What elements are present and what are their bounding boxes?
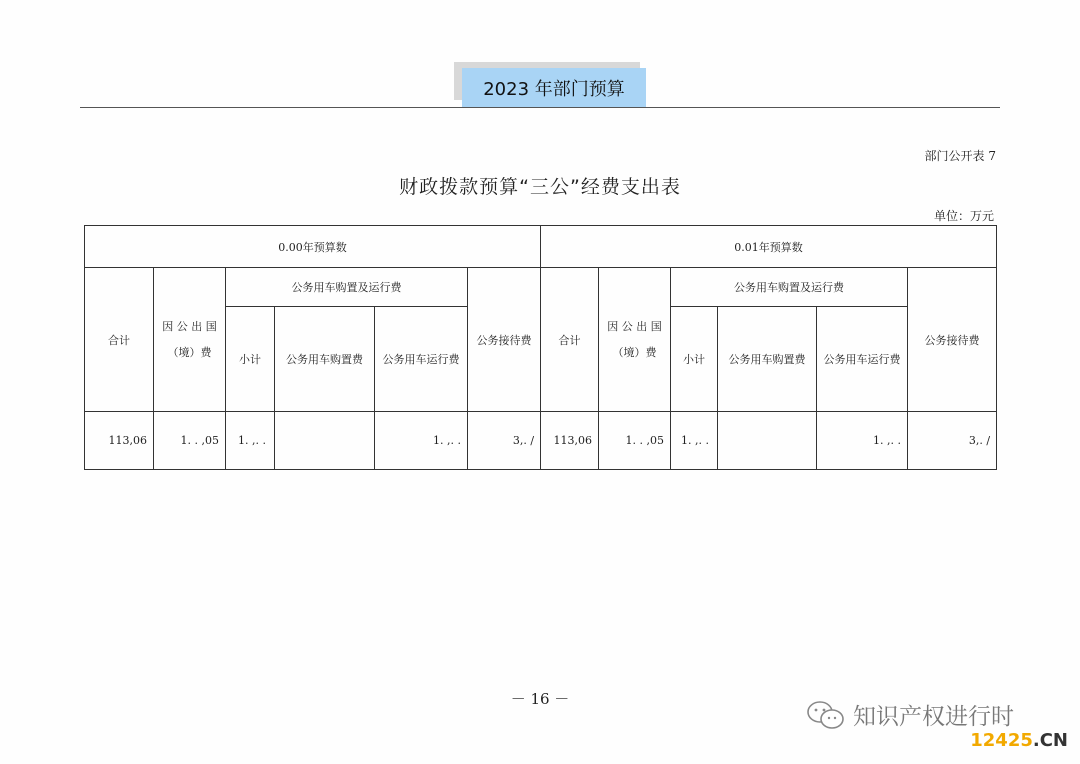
col-vehicle: 公务用车购置及运行费	[226, 268, 468, 307]
col-purchase: 公务用车购置费	[718, 307, 817, 412]
col-purchase: 公务用车购置费	[275, 307, 375, 412]
col-subtotal: 小计	[671, 307, 718, 412]
site-logo	[970, 730, 1068, 751]
cell: 1. ,. .	[226, 412, 275, 470]
page-number: － 16 －	[510, 690, 570, 708]
watermark	[805, 698, 1014, 731]
watermark-text: 知识产权进行时	[853, 704, 1014, 730]
site-logo-number: 12425	[970, 730, 1033, 751]
site-logo-suffix: .CN	[1032, 730, 1068, 751]
header-title: 2023 年部门预算	[462, 68, 646, 108]
cell: 113,06	[85, 412, 154, 470]
col-abroad: 因 公 出 国（境）费	[154, 268, 226, 412]
col-subtotal: 小计	[226, 307, 275, 412]
col-total: 合计	[541, 268, 599, 412]
wechat-icon	[805, 699, 847, 731]
budget-table	[84, 225, 997, 470]
cell: 1. ,. .	[671, 412, 718, 470]
page-title: 财政拨款预算“三公”经费支出表	[399, 176, 681, 198]
cell: 3,. /	[908, 412, 997, 470]
group-header-right: 0.01年预算数	[541, 226, 997, 268]
cell: 1. . ,05	[154, 412, 226, 470]
unit-label: 单位：万元	[933, 209, 994, 223]
group-header-left: 0.00年预算数	[85, 226, 541, 268]
col-abroad: 因 公 出 国（境）费	[599, 268, 671, 412]
cell: 3,. /	[468, 412, 541, 470]
table-number: 部门公开表 7	[924, 149, 996, 163]
cell	[718, 412, 817, 470]
col-reception: 公务接待费	[468, 268, 541, 412]
table-row	[85, 412, 997, 470]
cell: 1. ,. .	[375, 412, 468, 470]
col-total: 合计	[85, 268, 154, 412]
cell: 113,06	[541, 412, 599, 470]
col-vehicle: 公务用车购置及运行费	[671, 268, 908, 307]
col-running: 公务用车运行费	[817, 307, 908, 412]
cell	[275, 412, 375, 470]
col-reception: 公务接待费	[908, 268, 997, 412]
header-rule	[80, 107, 1000, 108]
col-running: 公务用车运行费	[375, 307, 468, 412]
cell: 1. . ,05	[599, 412, 671, 470]
cell: 1. ,. .	[817, 412, 908, 470]
